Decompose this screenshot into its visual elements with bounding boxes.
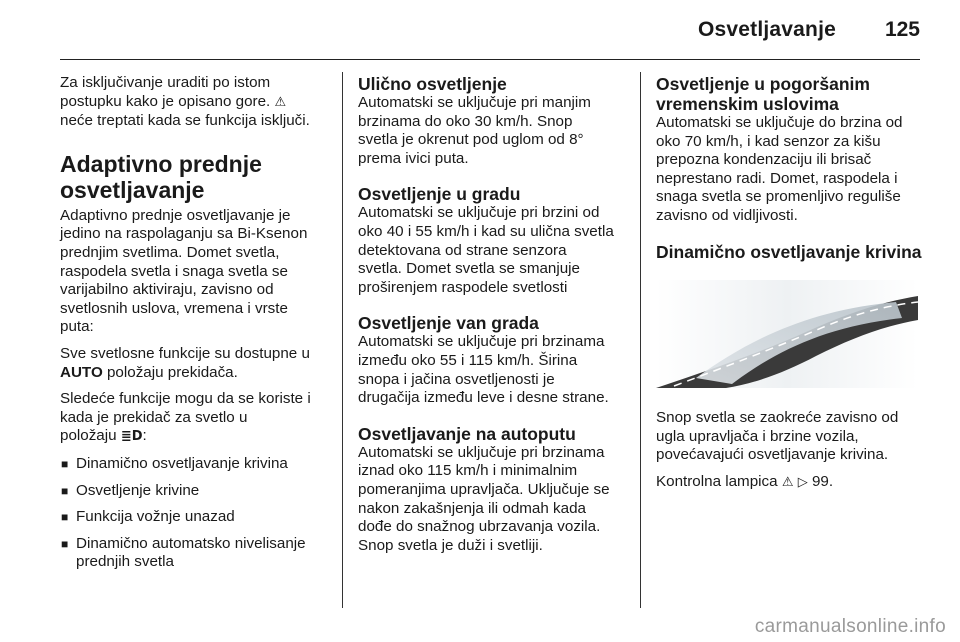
section-title: Osvetljenje u gradu xyxy=(358,184,521,205)
indicator-lamp-icon: ⚠ xyxy=(781,474,794,490)
page-title: Osvetljavanje xyxy=(697,18,836,41)
switch-position-paragraph: Sledeće funkcije mogu da se koriste i kada je prekidač za svetlo u položaju ≣D: xyxy=(60,390,311,445)
adaptive-description: Adaptivno prednje osvetljavanje je jedino na raspolaganju sa Bi-Ksenon prednjim svetlima. Domet svetla, raspodela svetla i snaga svetla se varijabilno aktiviraju, zavisno od svetlosnih uslova, vremena i vrste puta: xyxy=(60,206,308,336)
headlight-icon: ≣D xyxy=(120,429,143,445)
list-item: ■ Dinamično osvetljavanje krivina xyxy=(61,454,288,472)
feature-list xyxy=(60,455,328,572)
section-title: Ulično osvetljenje xyxy=(358,74,507,94)
section-title: Osvetljenje u pogoršanim vremenskim uslovima xyxy=(656,74,870,114)
bullet-icon: ■ xyxy=(61,456,69,471)
section-bad-weather-lighting: Osvetljenje u pogoršanim vremenskim uslovima Automatski se uključuje do brzina od oko 70 km/h, i kad senzor za kišu prepozna kondenzaciju ili brisač neprestano radi. Domet, raspodela i snaga svetla se promenljivo reguliše zavisno od vidljivosti. xyxy=(656,74,924,226)
list-item: ■ Dinamično automatsko nivelisanje prednjih svetla xyxy=(61,534,306,571)
header-divider xyxy=(60,59,920,60)
column-2 xyxy=(358,74,626,571)
column-divider-1 xyxy=(342,72,343,608)
section-title: Osvetljavanje na autoputu xyxy=(358,423,576,444)
control-lamp-reference: Kontrolna lampica ⚠ ▷ 99. xyxy=(656,472,834,490)
column-3 xyxy=(656,74,924,501)
auto-position-paragraph: Sve svetlosne funkcije su dostupne u AUTO položaju prekidača. xyxy=(60,344,310,381)
intro-paragraph: Za isključivanje uraditi po istom postupku kako je opisano gore. ⚠ neće treptati kada se funkcija isključi. xyxy=(60,74,310,130)
section-title-dynamic-curve: Dinamično osvetljavanje krivina xyxy=(656,241,922,262)
column-1 xyxy=(60,74,328,580)
section-country-lighting: Osvetljenje van grada Automatski se uključuje pri brzinama između oko 55 i 115 km/h. Širina snopa i jačina osvetljenosti je drugačija između leve i desne strane. xyxy=(358,313,626,407)
section-heading-adaptive-lighting: Adaptivno prednje osvetljavanje xyxy=(60,150,262,203)
bullet-icon: ■ xyxy=(61,536,69,551)
column-divider-2 xyxy=(640,72,641,608)
list-item: ■ Osvetljenje krivine xyxy=(61,481,200,499)
curve-lighting-caption: Snop svetla se zaokreće zavisno od ugla upravljača i brzine vozila, povećavajući osvetljavanje krivina. xyxy=(656,409,899,464)
auto-label: AUTO xyxy=(60,363,103,381)
list-item: ■ Funkcija vožnje unazad xyxy=(61,508,235,526)
page-header xyxy=(0,0,960,62)
section-street-lighting: Ulično osvetljenje Automatski se uključuje pri manjim brzinama do oko 30 km/h. Snop svetla je okrenut pod uglom od 8° prema ivici puta. xyxy=(358,74,626,168)
curve-lighting-illustration xyxy=(656,280,918,388)
section-city-lighting: Osvetljenje u gradu Automatski se uključuje pri brzini od oko 40 i 55 km/h i kad su ulična svetla detektovana od strane senzora svetla. Domet svetla se smanjuje proširenjem raspodele svetlosti xyxy=(358,184,626,297)
page-number: 125 xyxy=(884,18,920,41)
bullet-icon: ■ xyxy=(61,510,69,525)
page-reference-link[interactable]: 99. xyxy=(811,472,834,490)
watermark: carmanualsonline.info xyxy=(754,616,946,637)
indicator-lamp-icon: ⚠ xyxy=(274,94,287,110)
page-reference-arrow-icon: ▷ xyxy=(797,474,808,490)
bullet-icon: ■ xyxy=(61,483,69,498)
section-highway-lighting: Osvetljavanje na autoputu Automatski se uključuje pri brzinama iznad oko 115 km/h i minimalnim pomeranjima upravljača. Uključuje se nakon zakašnjenja ili odmah kada dođe do snažnog ubrzavanja vozila. Snop svetla je duži i svetliji. xyxy=(358,424,626,556)
section-title: Osvetljenje van grada xyxy=(358,313,539,334)
